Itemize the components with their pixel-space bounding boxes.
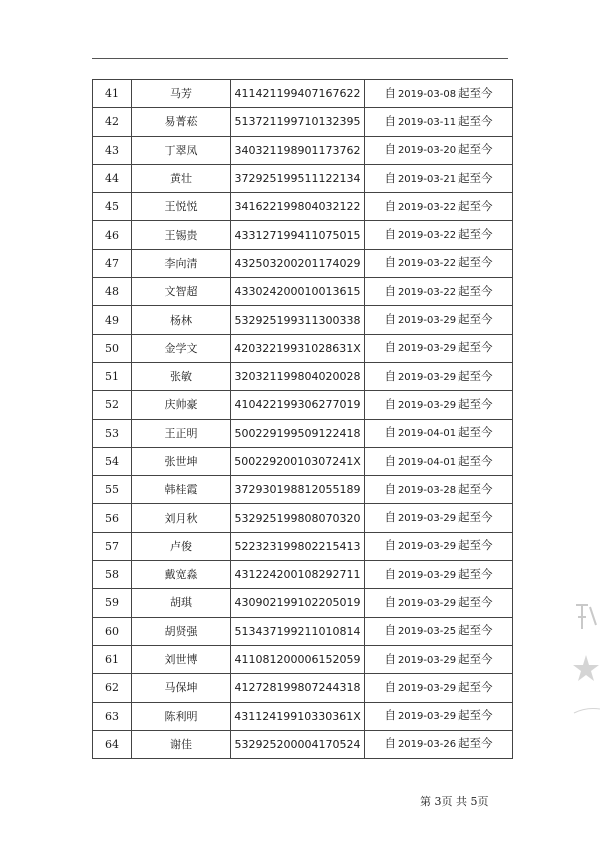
row-number: 41	[93, 80, 132, 108]
table-row	[93, 80, 513, 108]
id-number: 320321199804020028	[231, 362, 365, 390]
table-row	[93, 306, 513, 334]
employment-period	[365, 334, 513, 362]
person-name: 陈利明	[132, 702, 231, 730]
row-number: 61	[93, 645, 132, 673]
row-number: 43	[93, 136, 132, 164]
period-suffix: 起至今	[458, 651, 493, 666]
id-number: 433024200010013615	[231, 278, 365, 306]
id-number: 411081200006152059	[231, 645, 365, 673]
id-number: 412728199807244318	[231, 674, 365, 702]
employment-period	[365, 589, 513, 617]
table-row	[93, 334, 513, 362]
id-number: 372930198812055189	[231, 476, 365, 504]
table-row	[93, 645, 513, 673]
start-date: 2019-03-29	[397, 399, 457, 411]
person-name: 杨林	[132, 306, 231, 334]
period-suffix: 起至今	[458, 142, 493, 157]
person-name: 戴宽淼	[132, 561, 231, 589]
row-number: 62	[93, 674, 132, 702]
person-name: 刘月秋	[132, 504, 231, 532]
id-number: 50022920010307241X	[231, 447, 365, 475]
period-suffix: 起至今	[458, 198, 493, 213]
table-row	[93, 164, 513, 192]
start-date: 2019-04-01	[397, 428, 457, 440]
row-number: 42	[93, 108, 132, 136]
id-number: 431224200108292711	[231, 561, 365, 589]
roster-table-body	[93, 80, 513, 759]
employment-period	[365, 645, 513, 673]
period-prefix: 自	[384, 227, 396, 242]
id-number: 532925199808070320	[231, 504, 365, 532]
row-number: 46	[93, 221, 132, 249]
period-prefix: 自	[384, 396, 396, 411]
employment-period	[365, 447, 513, 475]
row-number: 50	[93, 334, 132, 362]
period-prefix: 自	[384, 425, 396, 440]
row-number: 47	[93, 249, 132, 277]
employment-period	[365, 193, 513, 221]
person-name: 胡贤强	[132, 617, 231, 645]
period-suffix: 起至今	[458, 453, 493, 468]
person-name: 丁翠凤	[132, 136, 231, 164]
period-suffix: 起至今	[458, 481, 493, 496]
id-number: 372925199511122134	[231, 164, 365, 192]
period-suffix: 起至今	[458, 708, 493, 723]
row-number: 51	[93, 362, 132, 390]
start-date: 2019-03-22	[397, 230, 457, 242]
table-row	[93, 561, 513, 589]
employment-period	[365, 221, 513, 249]
employment-period	[365, 674, 513, 702]
period-suffix: 起至今	[458, 368, 493, 383]
start-date: 2019-03-28	[397, 484, 457, 496]
period-suffix: 起至今	[458, 510, 493, 525]
start-date: 2019-03-26	[397, 739, 457, 751]
employment-period	[365, 136, 513, 164]
period-suffix: 起至今	[458, 736, 493, 751]
person-name: 韩桂霞	[132, 476, 231, 504]
period-prefix: 自	[384, 679, 396, 694]
period-prefix: 自	[384, 594, 396, 609]
table-row	[93, 419, 513, 447]
period-prefix: 自	[384, 651, 396, 666]
table-row	[93, 136, 513, 164]
id-number: 430902199102205019	[231, 589, 365, 617]
start-date: 2019-03-29	[397, 569, 457, 581]
row-number: 55	[93, 476, 132, 504]
table-row	[93, 278, 513, 306]
period-prefix: 自	[384, 368, 396, 383]
row-number: 45	[93, 193, 132, 221]
row-number: 56	[93, 504, 132, 532]
period-suffix: 起至今	[458, 113, 493, 128]
employment-period	[365, 278, 513, 306]
id-number: 522323199802215413	[231, 532, 365, 560]
table-row	[93, 702, 513, 730]
start-date: 2019-03-22	[397, 201, 457, 213]
id-number: 411421199407167622	[231, 80, 365, 108]
start-date: 2019-03-29	[397, 654, 457, 666]
table-row	[93, 362, 513, 390]
row-number: 52	[93, 391, 132, 419]
period-prefix: 自	[384, 283, 396, 298]
id-number: 532925200004170524	[231, 730, 365, 758]
table-row	[93, 447, 513, 475]
person-name: 张敏	[132, 362, 231, 390]
period-suffix: 起至今	[458, 85, 493, 100]
period-suffix: 起至今	[458, 538, 493, 553]
row-number: 49	[93, 306, 132, 334]
person-name: 王正明	[132, 419, 231, 447]
employment-period	[365, 419, 513, 447]
person-name: 张世坤	[132, 447, 231, 475]
person-name: 卢俊	[132, 532, 231, 560]
seal-stamp-fragment	[572, 595, 600, 735]
table-row	[93, 391, 513, 419]
employment-period	[365, 306, 513, 334]
id-number: 433127199411075015	[231, 221, 365, 249]
row-number: 60	[93, 617, 132, 645]
start-date: 2019-03-20	[397, 145, 457, 157]
row-number: 48	[93, 278, 132, 306]
id-number: 513437199211010814	[231, 617, 365, 645]
period-suffix: 起至今	[458, 283, 493, 298]
person-name: 王锡贵	[132, 221, 231, 249]
row-number: 58	[93, 561, 132, 589]
page-number: 第 3页 共 5页	[420, 795, 489, 808]
start-date: 2019-03-29	[397, 315, 457, 327]
period-suffix: 起至今	[458, 594, 493, 609]
row-number: 54	[93, 447, 132, 475]
period-prefix: 自	[384, 453, 396, 468]
table-row	[93, 193, 513, 221]
start-date: 2019-03-29	[397, 371, 457, 383]
employment-period	[365, 80, 513, 108]
period-suffix: 起至今	[458, 170, 493, 185]
table-row	[93, 589, 513, 617]
id-number: 341622199804032122	[231, 193, 365, 221]
row-number: 57	[93, 532, 132, 560]
start-date: 2019-03-11	[397, 116, 457, 128]
id-number: 432503200201174029	[231, 249, 365, 277]
employment-period	[365, 362, 513, 390]
employment-period	[365, 702, 513, 730]
period-suffix: 起至今	[458, 566, 493, 581]
row-number: 64	[93, 730, 132, 758]
table-row	[93, 617, 513, 645]
start-date: 2019-03-08	[397, 88, 457, 100]
row-number: 44	[93, 164, 132, 192]
start-date: 2019-03-29	[397, 541, 457, 553]
employment-period	[365, 164, 513, 192]
person-name: 刘世博	[132, 645, 231, 673]
start-date: 2019-03-29	[397, 597, 457, 609]
person-name: 马保坤	[132, 674, 231, 702]
start-date: 2019-03-21	[397, 173, 457, 185]
table-row	[93, 108, 513, 136]
employment-period	[365, 730, 513, 758]
table-row	[93, 504, 513, 532]
person-name: 文智超	[132, 278, 231, 306]
period-prefix: 自	[384, 566, 396, 581]
period-suffix: 起至今	[458, 312, 493, 327]
person-name: 庆帅豪	[132, 391, 231, 419]
person-name: 王悦悦	[132, 193, 231, 221]
period-suffix: 起至今	[458, 227, 493, 242]
start-date: 2019-03-29	[397, 513, 457, 525]
table-row	[93, 532, 513, 560]
period-prefix: 自	[384, 538, 396, 553]
row-number: 63	[93, 702, 132, 730]
employment-period	[365, 617, 513, 645]
start-date: 2019-03-22	[397, 258, 457, 270]
id-number: 500229199509122418	[231, 419, 365, 447]
start-date: 2019-03-22	[397, 286, 457, 298]
table-row	[93, 476, 513, 504]
employment-period	[365, 249, 513, 277]
period-prefix: 自	[384, 340, 396, 355]
period-prefix: 自	[384, 255, 396, 270]
person-name: 马芳	[132, 80, 231, 108]
period-prefix: 自	[384, 142, 396, 157]
person-name: 谢佳	[132, 730, 231, 758]
employment-period	[365, 532, 513, 560]
header-rule	[92, 58, 508, 59]
period-prefix: 自	[384, 198, 396, 213]
period-suffix: 起至今	[458, 340, 493, 355]
period-suffix: 起至今	[458, 425, 493, 440]
table-row	[93, 221, 513, 249]
start-date: 2019-04-01	[397, 456, 457, 468]
start-date: 2019-03-29	[397, 682, 457, 694]
id-number: 43112419910330361X	[231, 702, 365, 730]
person-name: 易菁菘	[132, 108, 231, 136]
period-suffix: 起至今	[458, 396, 493, 411]
period-prefix: 自	[384, 623, 396, 638]
table-row	[93, 730, 513, 758]
period-prefix: 自	[384, 85, 396, 100]
start-date: 2019-03-29	[397, 343, 457, 355]
id-number: 340321198901173762	[231, 136, 365, 164]
row-number: 59	[93, 589, 132, 617]
period-prefix: 自	[384, 113, 396, 128]
period-suffix: 起至今	[458, 255, 493, 270]
start-date: 2019-03-25	[397, 626, 457, 638]
period-prefix: 自	[384, 170, 396, 185]
employment-period	[365, 476, 513, 504]
employment-period	[365, 504, 513, 532]
roster-table	[92, 79, 513, 759]
person-name: 黄壮	[132, 164, 231, 192]
period-prefix: 自	[384, 708, 396, 723]
period-prefix: 自	[384, 312, 396, 327]
person-name: 金学文	[132, 334, 231, 362]
employment-period	[365, 391, 513, 419]
employment-period	[365, 561, 513, 589]
row-number: 53	[93, 419, 132, 447]
person-name: 李向清	[132, 249, 231, 277]
start-date: 2019-03-29	[397, 711, 457, 723]
person-name: 胡琪	[132, 589, 231, 617]
table-row	[93, 674, 513, 702]
id-number: 513721199710132395	[231, 108, 365, 136]
period-suffix: 起至今	[458, 623, 493, 638]
period-suffix: 起至今	[458, 679, 493, 694]
id-number: 532925199311300338	[231, 306, 365, 334]
period-prefix: 自	[384, 481, 396, 496]
id-number: 42032219931028631X	[231, 334, 365, 362]
period-prefix: 自	[384, 510, 396, 525]
period-prefix: 自	[384, 736, 396, 751]
id-number: 410422199306277019	[231, 391, 365, 419]
employment-period	[365, 108, 513, 136]
table-row	[93, 249, 513, 277]
